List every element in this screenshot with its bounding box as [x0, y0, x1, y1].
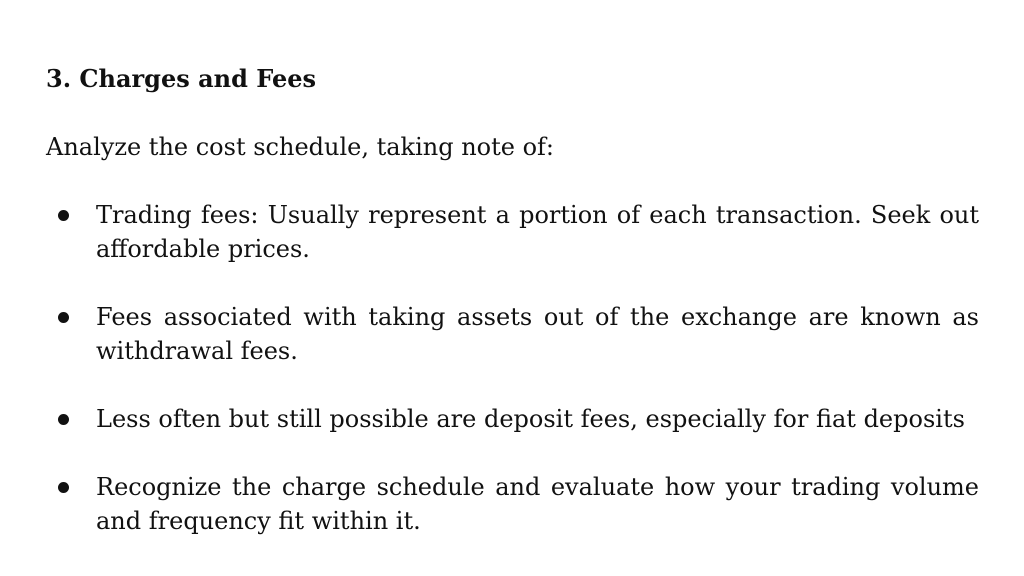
list-item-text: Recognize the charge schedule and evaluate how your trading volume and frequency fit within it. [96, 473, 979, 535]
fee-list [46, 198, 979, 538]
document-page [46, 62, 979, 538]
bullet-icon [58, 210, 69, 221]
bullet-icon [58, 482, 69, 493]
list-item-text: Trading fees: Usually represent a portion of each transaction. Seek out affordable prices. [96, 201, 979, 263]
list-item [46, 470, 979, 538]
list-item [46, 402, 979, 436]
intro-paragraph: Analyze the cost schedule, taking note of: [46, 133, 555, 161]
section-heading: 3. Charges and Fees [46, 64, 316, 93]
list-item-text: Less often but still possible are deposit fees, especially for fiat deposits [96, 405, 965, 433]
list-item-text: Fees associated with taking assets out of the exchange are known as withdrawal fees. [96, 303, 979, 365]
list-item [46, 198, 979, 266]
bullet-icon [58, 414, 69, 425]
list-item [46, 300, 979, 368]
bullet-icon [58, 312, 69, 323]
